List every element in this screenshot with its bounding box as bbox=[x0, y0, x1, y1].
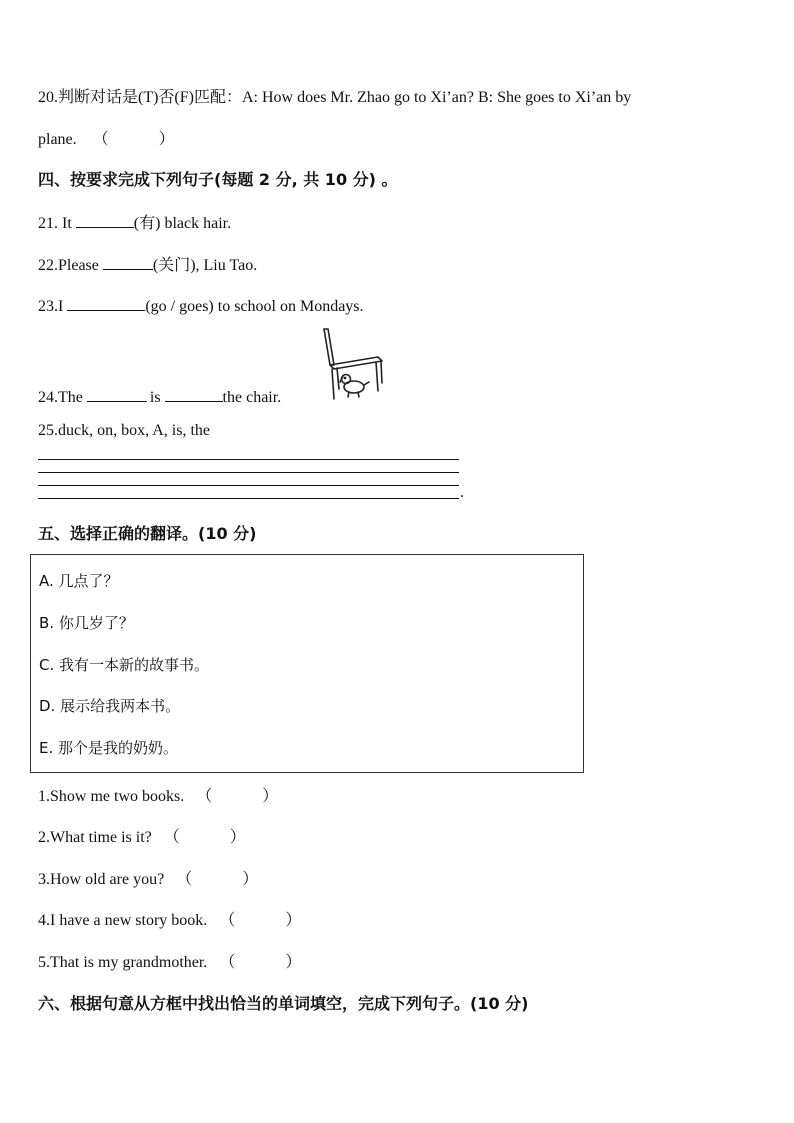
section-6-title: 六、根据句意从方框中找出恰当的单词填空，完成下列句子。(10 分) bbox=[38, 994, 529, 1013]
translation-question-2 bbox=[38, 828, 246, 848]
question-24 bbox=[38, 387, 281, 408]
translation-question-1-text: 1.Show me two books. bbox=[38, 788, 185, 805]
answer-line-25-4[interactable] bbox=[38, 498, 459, 499]
chair-with-dog-illustration bbox=[320, 327, 384, 401]
answer-paren-close: ） bbox=[285, 912, 302, 929]
translation-question-5 bbox=[38, 953, 301, 973]
blank-22[interactable] bbox=[103, 255, 153, 270]
answer-paren-close: ） bbox=[229, 829, 246, 846]
question-22-pre: 22.Please bbox=[38, 257, 103, 274]
answer-paren-open: （ bbox=[196, 788, 213, 805]
answer-line-25-2[interactable] bbox=[38, 472, 459, 473]
question-20-line2 bbox=[38, 130, 175, 150]
answer-line-25-1[interactable] bbox=[38, 459, 459, 460]
answer-paren-open: （ bbox=[176, 871, 193, 888]
question-20-line2-text: plane. bbox=[38, 131, 77, 148]
translation-question-4 bbox=[38, 911, 301, 931]
question-25-words: 25.duck, on, box, A, is, the bbox=[38, 422, 210, 439]
option-a: A. 几点了？ bbox=[39, 572, 119, 590]
option-b: B. 你几岁了？ bbox=[39, 614, 134, 632]
answer-paren-open: （ bbox=[92, 131, 109, 148]
question-21-pre: 21. It bbox=[38, 215, 76, 232]
question-23 bbox=[38, 296, 364, 317]
answer-paren-close: ） bbox=[285, 954, 302, 971]
question-24-pre: 24.The bbox=[38, 389, 87, 406]
question-22-post: (关门), Liu Tao. bbox=[152, 257, 258, 274]
translation-question-3 bbox=[38, 870, 258, 890]
option-d: D. 展示给我两本书。 bbox=[39, 697, 181, 715]
section-5-title: 五、选择正确的翻译。(10 分) bbox=[38, 524, 257, 543]
blank-23[interactable] bbox=[67, 296, 145, 311]
translation-question-1 bbox=[38, 787, 278, 807]
section-4-title: 四、按要求完成下列句子(每题 2 分, 共 10 分) 。 bbox=[38, 170, 398, 189]
translation-question-4-text: 4.I have a new story book. bbox=[38, 912, 208, 929]
question-20-line1: 20.判断对话是(T)否(F)匹配：A: How does Mr. Zhao go to Xi’an? B: She goes to Xi’an by bbox=[38, 89, 632, 106]
answer-line-25-3[interactable] bbox=[38, 485, 459, 486]
option-e: E. 那个是我的奶奶。 bbox=[39, 739, 179, 757]
answer-paren-close: ） bbox=[262, 788, 279, 805]
translation-options-box bbox=[30, 554, 584, 773]
question-21 bbox=[38, 213, 231, 234]
translation-question-2-text: 2.What time is it? bbox=[38, 829, 152, 846]
question-21-post: (有) black hair. bbox=[133, 215, 232, 232]
blank-24b[interactable] bbox=[165, 387, 223, 402]
answer-paren-open: （ bbox=[219, 912, 236, 929]
question-22 bbox=[38, 255, 257, 276]
option-c: C. 我有一本新的故事书。 bbox=[39, 656, 210, 674]
question-24-post: the chair. bbox=[222, 389, 282, 406]
answer-paren-close: ） bbox=[158, 131, 175, 148]
blank-21[interactable] bbox=[76, 213, 134, 228]
question-25-period: . bbox=[460, 484, 464, 501]
answer-paren-open: （ bbox=[219, 954, 236, 971]
answer-paren-open: （ bbox=[163, 829, 180, 846]
blank-24a[interactable] bbox=[87, 387, 147, 402]
translation-question-5-text: 5.That is my grandmother. bbox=[38, 954, 208, 971]
question-23-pre: 23.I bbox=[38, 298, 68, 315]
answer-paren-close: ） bbox=[242, 871, 259, 888]
question-24-mid: is bbox=[149, 389, 165, 406]
question-23-post: (go / goes) to school on Mondays. bbox=[145, 298, 364, 315]
translation-question-3-text: 3.How old are you? bbox=[38, 871, 165, 888]
